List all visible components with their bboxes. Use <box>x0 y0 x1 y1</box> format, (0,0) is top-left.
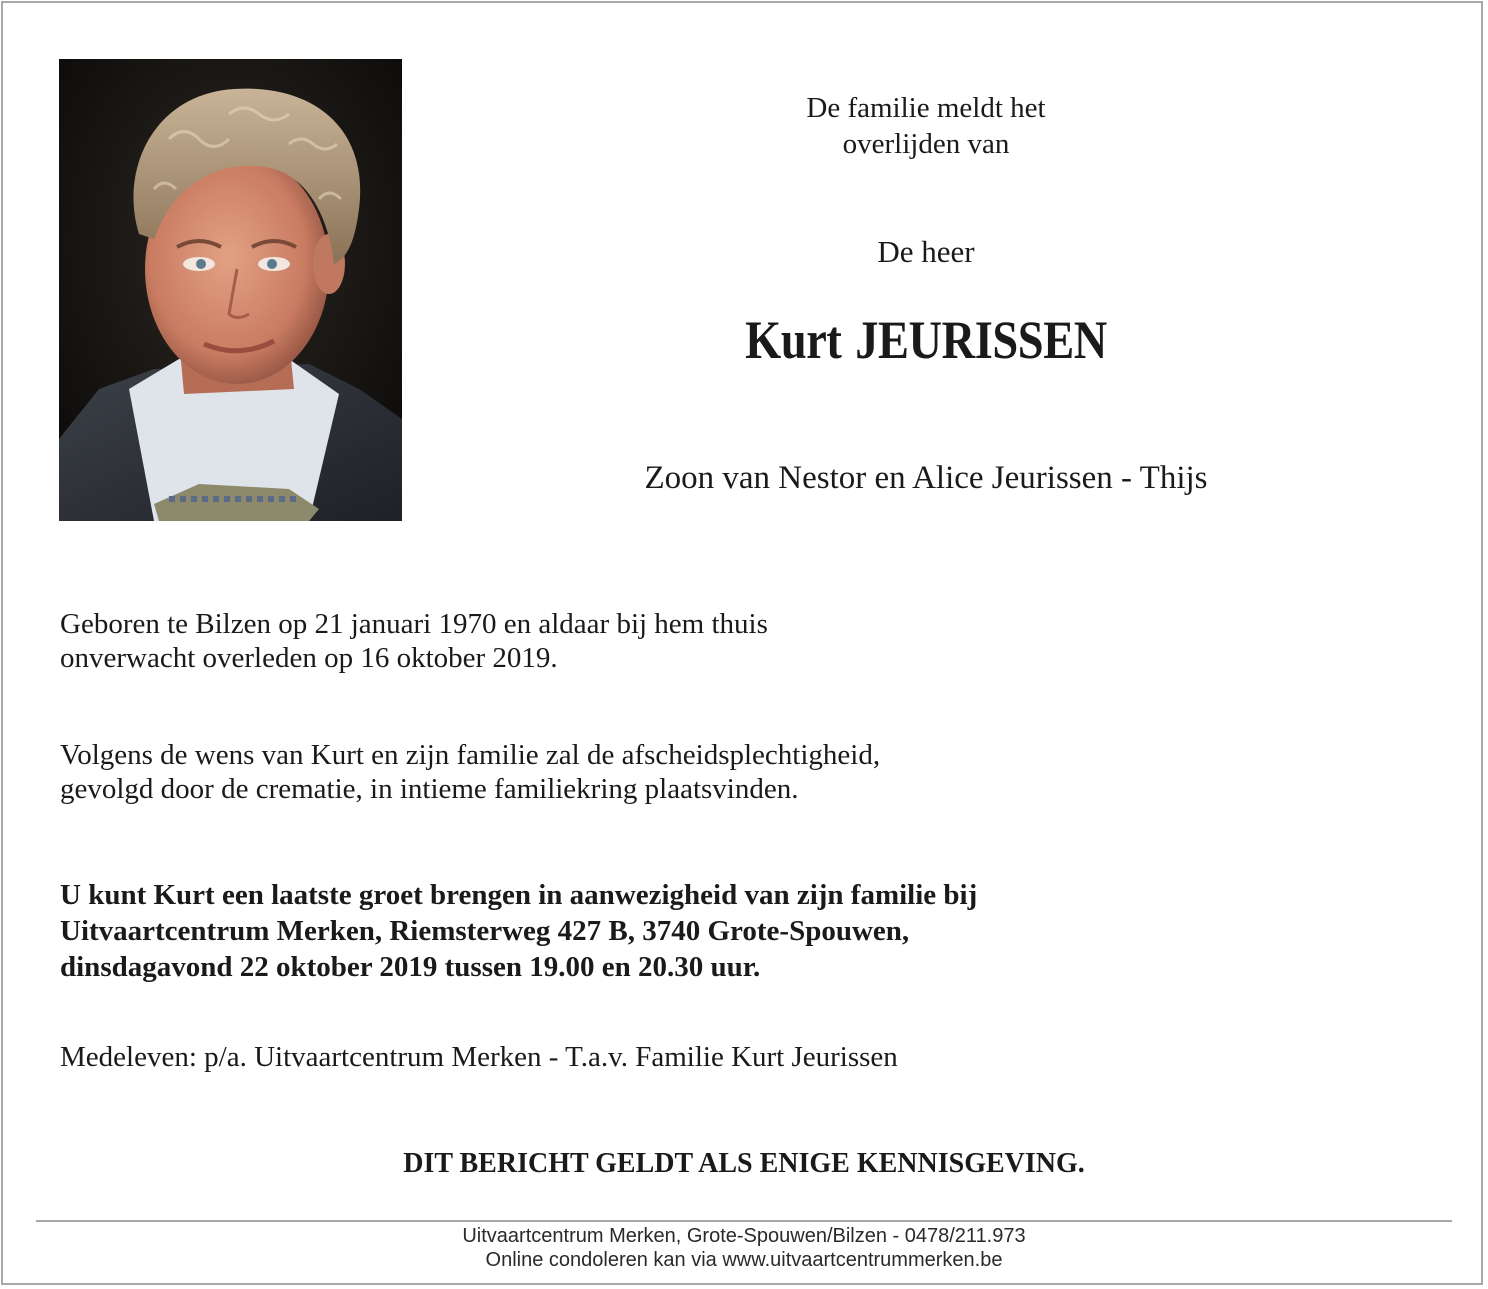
paragraph-line: Geboren te Bilzen op 21 januari 1970 en aldaar bij hem thuis <box>60 608 768 640</box>
first-name: Kurt <box>745 310 842 370</box>
sole-notice: DIT BERICHT GELDT ALS ENIGE KENNISGEVING. <box>403 1148 1085 1179</box>
last-name: JEURISSEN <box>855 310 1107 370</box>
honorific: De heer <box>877 234 975 269</box>
intro-line: De familie meldt het <box>806 92 1046 124</box>
paragraph-line: Volgens de wens van Kurt en zijn familie zal de afscheidsplechtigheid, <box>60 739 881 771</box>
ceremony-paragraph <box>60 738 880 806</box>
paragraph-line: onverwacht overleden op 16 oktober 2019. <box>60 642 558 674</box>
parents-line: Zoon van Nestor en Alice Jeurissen - Thijs <box>644 460 1208 496</box>
footer <box>0 1224 1488 1272</box>
footer-website: Online condoleren kan via www.uitvaartcentrummerken.be <box>485 1249 1003 1271</box>
intro-line: overlijden van <box>842 128 1010 160</box>
intro-text <box>700 90 1152 162</box>
paragraph-line: U kunt Kurt een laatste groet brengen in aanwezigheid van zijn familie bij <box>60 879 978 911</box>
visitation-paragraph <box>60 877 977 985</box>
paragraph-line: dinsdagavond 22 oktober 2019 tussen 19.00 en 20.30 uur. <box>60 951 761 983</box>
footer-divider <box>36 1220 1452 1222</box>
condolence-line: Medeleven: p/a. Uitvaartcentrum Merken - T.a.v. Familie Kurt Jeurissen <box>60 1041 898 1073</box>
paragraph-line: Uitvaartcentrum Merken, Riemsterweg 427 B, 3740 Grote-Spouwen, <box>60 915 910 947</box>
portrait-photo <box>59 59 402 521</box>
footer-contact: Uitvaartcentrum Merken, Grote-Spouwen/Bilzen - 0478/211.973 <box>462 1225 1026 1247</box>
deceased-name <box>646 305 1207 375</box>
birth-paragraph <box>60 607 768 675</box>
paragraph-line: gevolgd door de crematie, in intieme familiekring plaatsvinden. <box>60 773 799 805</box>
